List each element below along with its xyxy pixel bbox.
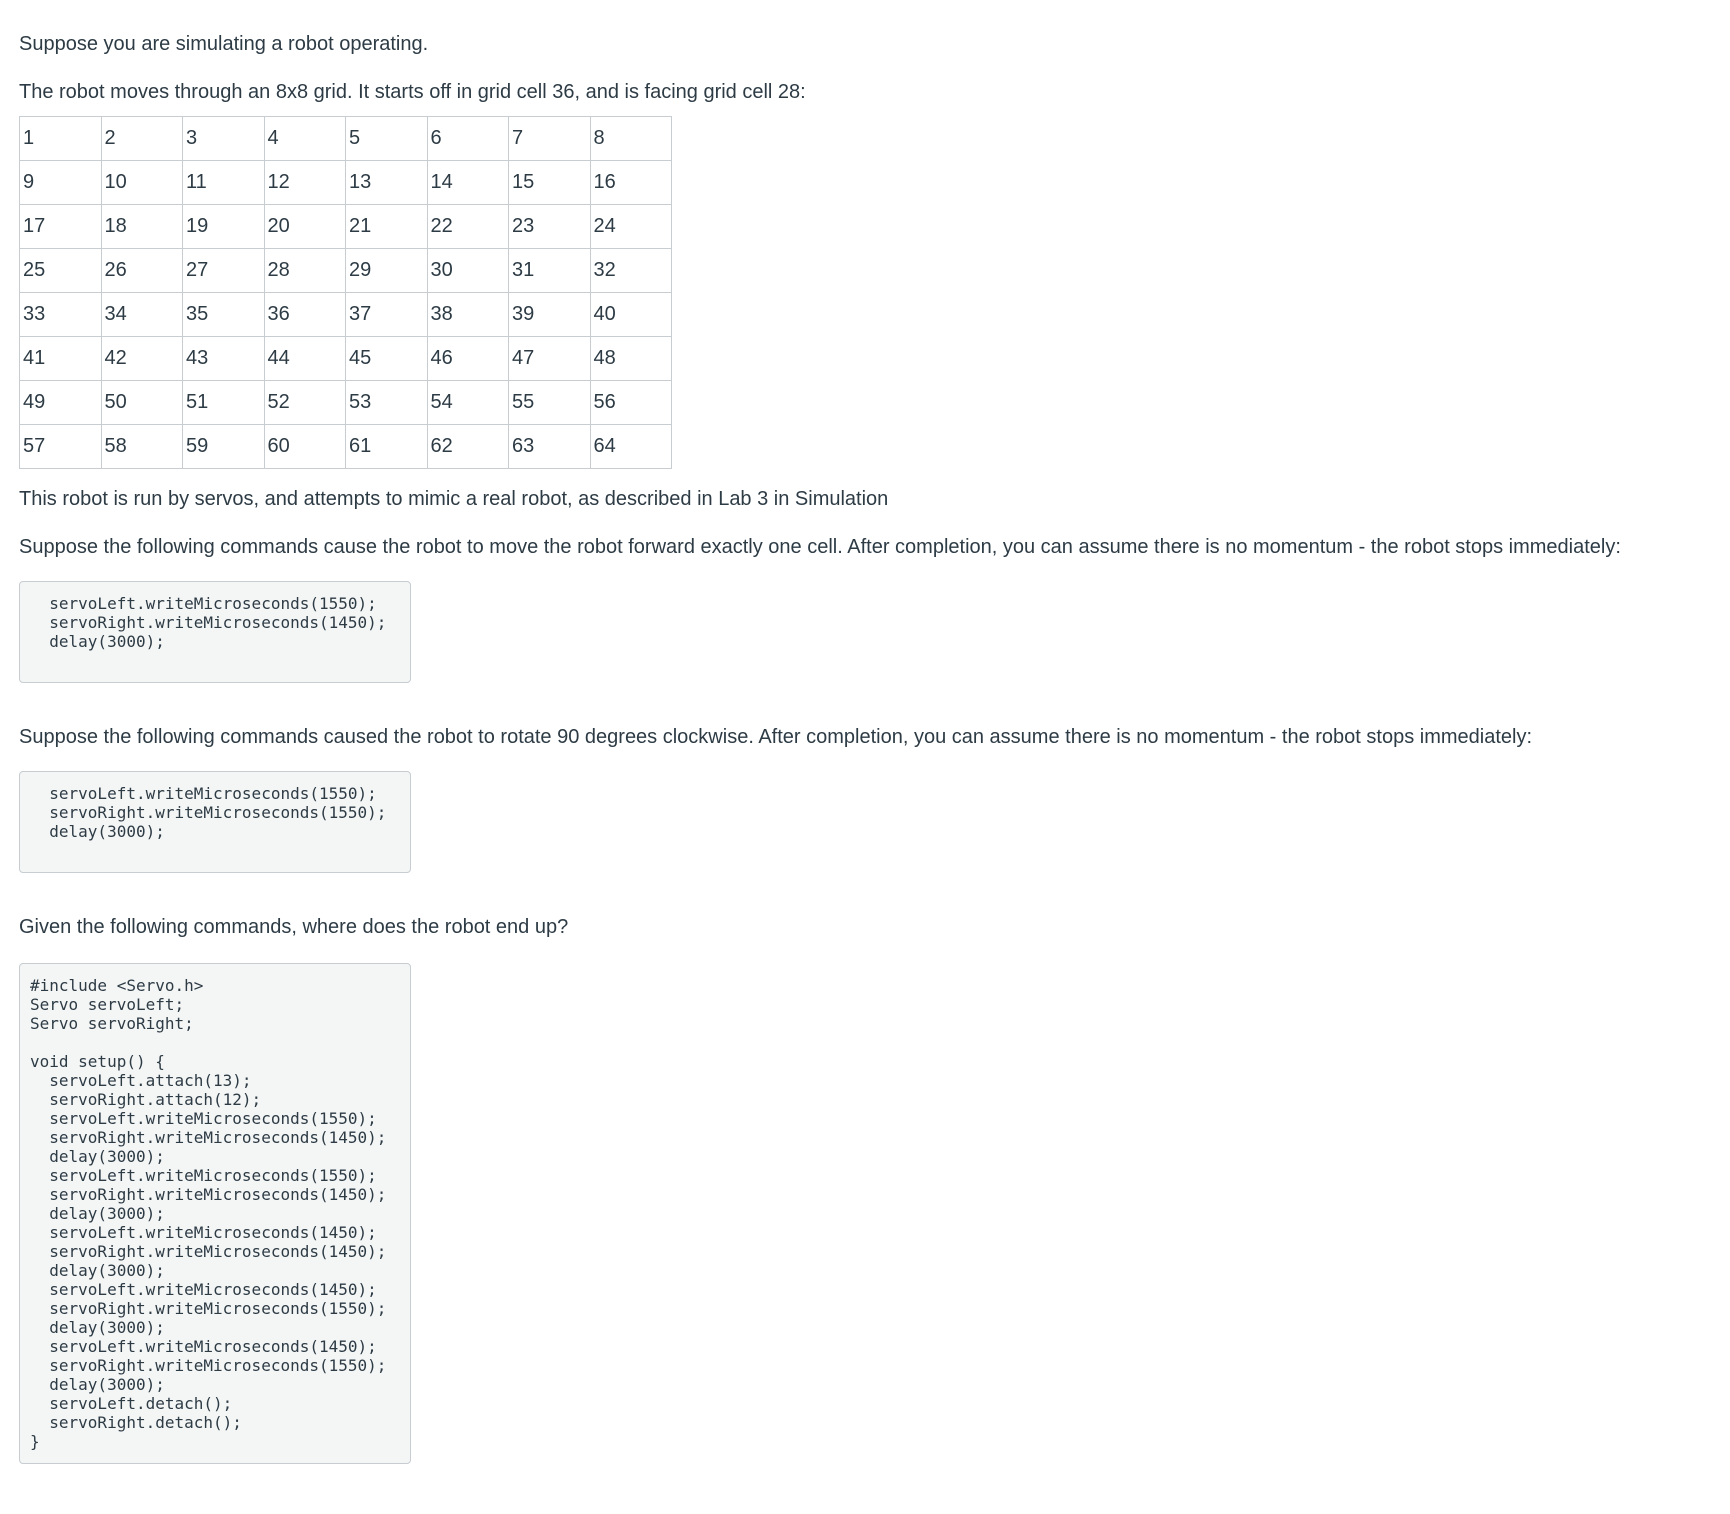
grid-cell: 22 — [427, 205, 509, 249]
grid-cell: 53 — [346, 381, 428, 425]
rotate-intro-text: Suppose the following commands caused the robot to rotate 90 degrees clockwise. After completion, you can assume there is no momentum - the robot stops immediately: — [19, 726, 1533, 748]
grid-cell: 26 — [101, 249, 183, 293]
grid-cell: 52 — [264, 381, 346, 425]
grid-cell: 50 — [101, 381, 183, 425]
grid-cell: 60 — [264, 425, 346, 469]
grid-cell: 54 — [427, 381, 509, 425]
grid-cell: 36 — [264, 293, 346, 337]
grid-row — [20, 381, 672, 425]
grid-cell: 48 — [590, 337, 672, 381]
grid-cell: 44 — [264, 337, 346, 381]
grid-cell: 39 — [509, 293, 591, 337]
grid-cell: 3 — [183, 117, 265, 161]
grid-cell: 27 — [183, 249, 265, 293]
grid-cell: 43 — [183, 337, 265, 381]
grid-cell: 18 — [101, 205, 183, 249]
grid-cell: 41 — [20, 337, 102, 381]
grid-table — [19, 116, 672, 469]
grid-row — [20, 249, 672, 293]
grid-cell: 4 — [264, 117, 346, 161]
grid-cell: 29 — [346, 249, 428, 293]
grid-cell: 21 — [346, 205, 428, 249]
grid-cell: 34 — [101, 293, 183, 337]
grid-cell: 45 — [346, 337, 428, 381]
grid-cell: 32 — [590, 249, 672, 293]
grid-cell: 55 — [509, 381, 591, 425]
grid-cell: 23 — [509, 205, 591, 249]
grid-cell: 5 — [346, 117, 428, 161]
grid-cell: 15 — [509, 161, 591, 205]
grid-row — [20, 161, 672, 205]
grid-cell: 17 — [20, 205, 102, 249]
grid-cell: 49 — [20, 381, 102, 425]
grid-cell: 47 — [509, 337, 591, 381]
grid-row — [20, 205, 672, 249]
intro-text: Suppose you are simulating a robot operating. — [19, 33, 429, 55]
grid-cell: 31 — [509, 249, 591, 293]
grid-cell: 58 — [101, 425, 183, 469]
grid-cell: 8 — [590, 117, 672, 161]
grid-cell: 40 — [590, 293, 672, 337]
grid-cell: 13 — [346, 161, 428, 205]
grid-cell: 2 — [101, 117, 183, 161]
question-content — [19, 30, 1719, 1464]
forward-intro-text: Suppose the following commands cause the robot to move the robot forward exactly one cell. After completion, you can assume there is no momentum - the robot stops immediately: — [19, 536, 1621, 558]
grid-cell: 57 — [20, 425, 102, 469]
grid-table-body — [20, 117, 672, 469]
grid-cell: 62 — [427, 425, 509, 469]
grid-row — [20, 293, 672, 337]
grid-cell: 28 — [264, 249, 346, 293]
grid-row — [20, 425, 672, 469]
question-text: Given the following commands, where does the robot end up? — [19, 916, 569, 938]
grid-cell: 6 — [427, 117, 509, 161]
grid-cell: 38 — [427, 293, 509, 337]
grid-cell: 33 — [20, 293, 102, 337]
program-code-block: #include <Servo.h> Servo servoLeft; Servo servoRight; void setup() { servoLeft.attach(13); servoRight.attach(12); servoLeft.writeMicroseconds(1550); servoRight.writeMicroseconds(1450); delay(3000); servoLeft.writeMicroseconds(1550); servoRight.writeMicroseconds(1450); delay(3000); servoLeft.writeMicroseconds(1450); servoRight.writeMicroseconds(1450); delay(3000); servoLeft.writeMicroseconds(1450); servoRight.writeMicroseconds(1550); delay(3000); servoLeft.writeMicroseconds(1450); servoRight.writeMicroseconds(1550); delay(3000); servoLeft.detach(); servoRight.detach(); } — [19, 963, 411, 1464]
grid-cell: 63 — [509, 425, 591, 469]
grid-cell: 64 — [590, 425, 672, 469]
grid-cell: 20 — [264, 205, 346, 249]
grid-cell: 46 — [427, 337, 509, 381]
grid-cell: 10 — [101, 161, 183, 205]
grid-row — [20, 337, 672, 381]
servo-note-text: This robot is run by servos, and attempts to mimic a real robot, as described in Lab 3 in Simulation — [19, 488, 889, 510]
grid-cell: 7 — [509, 117, 591, 161]
grid-cell: 37 — [346, 293, 428, 337]
grid-cell: 14 — [427, 161, 509, 205]
grid-cell: 30 — [427, 249, 509, 293]
grid-cell: 1 — [20, 117, 102, 161]
grid-intro-text: The robot moves through an 8x8 grid. It starts off in grid cell 36, and is facing grid cell 28: — [19, 81, 806, 103]
grid-cell: 19 — [183, 205, 265, 249]
grid-cell: 61 — [346, 425, 428, 469]
grid-cell: 24 — [590, 205, 672, 249]
grid-cell: 51 — [183, 381, 265, 425]
grid-row — [20, 117, 672, 161]
grid-cell: 16 — [590, 161, 672, 205]
forward-code-block: servoLeft.writeMicroseconds(1550); servoRight.writeMicroseconds(1450); delay(3000); — [19, 581, 411, 683]
grid-cell: 56 — [590, 381, 672, 425]
grid-cell: 35 — [183, 293, 265, 337]
grid-cell: 12 — [264, 161, 346, 205]
grid-cell: 11 — [183, 161, 265, 205]
rotate-code-block: servoLeft.writeMicroseconds(1550); servoRight.writeMicroseconds(1550); delay(3000); — [19, 771, 411, 873]
grid-cell: 42 — [101, 337, 183, 381]
grid-cell: 9 — [20, 161, 102, 205]
grid-cell: 25 — [20, 249, 102, 293]
grid-cell: 59 — [183, 425, 265, 469]
